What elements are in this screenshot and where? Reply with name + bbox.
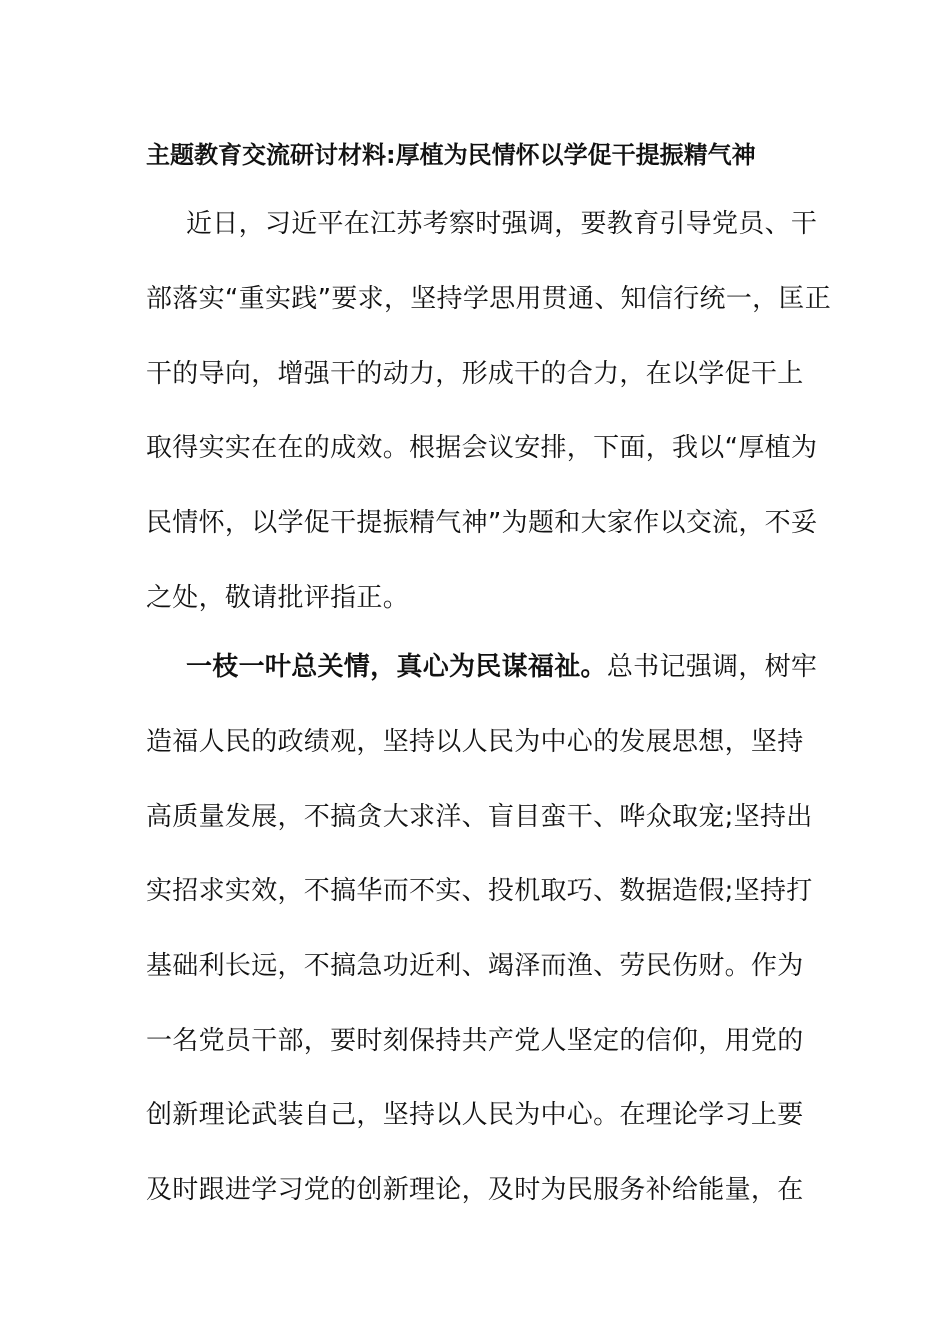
paragraph-line: 干的导向，增强干的动力，形成干的合力，在以学促干上: [146, 359, 804, 389]
paragraph-line: 创新理论武装自己，坚持以人民为中心。在理论学习上要: [146, 1100, 804, 1130]
paragraph-line: 高质量发展，不搞贪大求洋、盲目蛮干、哗众取宠;坚持出: [146, 802, 813, 832]
paragraph-line: 造福人民的政绩观，坚持以人民为中心的发展思想，坚持: [146, 727, 804, 757]
paragraph-line: 一名党员干部，要时刻保持共产党人坚定的信仰，用党的: [146, 1026, 804, 1056]
paragraph-line: 及时跟进学习党的创新理论，及时为民服务补给能量，在: [146, 1175, 804, 1205]
paragraph-line: 取得实实在在的成效。根据会议安排，下面，我以“厚植为: [146, 433, 818, 463]
document-title: 主题教育交流研讨材料:厚植为民情怀以学促干提振精气神: [146, 141, 756, 169]
paragraph-text: 总书记强调，树牢: [606, 652, 818, 682]
paragraph-line: 部落实“重实践”要求，坚持学思用贯通、知信行统一，匡正: [146, 284, 832, 314]
paragraph-line: 民情怀，以学促干提振精气神”为题和大家作以交流，不妥: [146, 508, 818, 538]
paragraph-line: 之处，敬请批评指正。: [146, 583, 410, 613]
paragraph-line: 实招求实效，不搞华而不实、投机取巧、数据造假;坚持打: [146, 876, 813, 906]
section-heading: 一枝一叶总关情，真心为民谋福祉。: [186, 652, 607, 682]
paragraph-line: 基础利长远，不搞急功近利、竭泽而渔、劳民伤财。作为: [146, 951, 804, 981]
paragraph-line: 近日，习近平在江苏考察时强调，要教育引导党员、干: [186, 209, 818, 239]
paragraph-line: [186, 649, 817, 685]
